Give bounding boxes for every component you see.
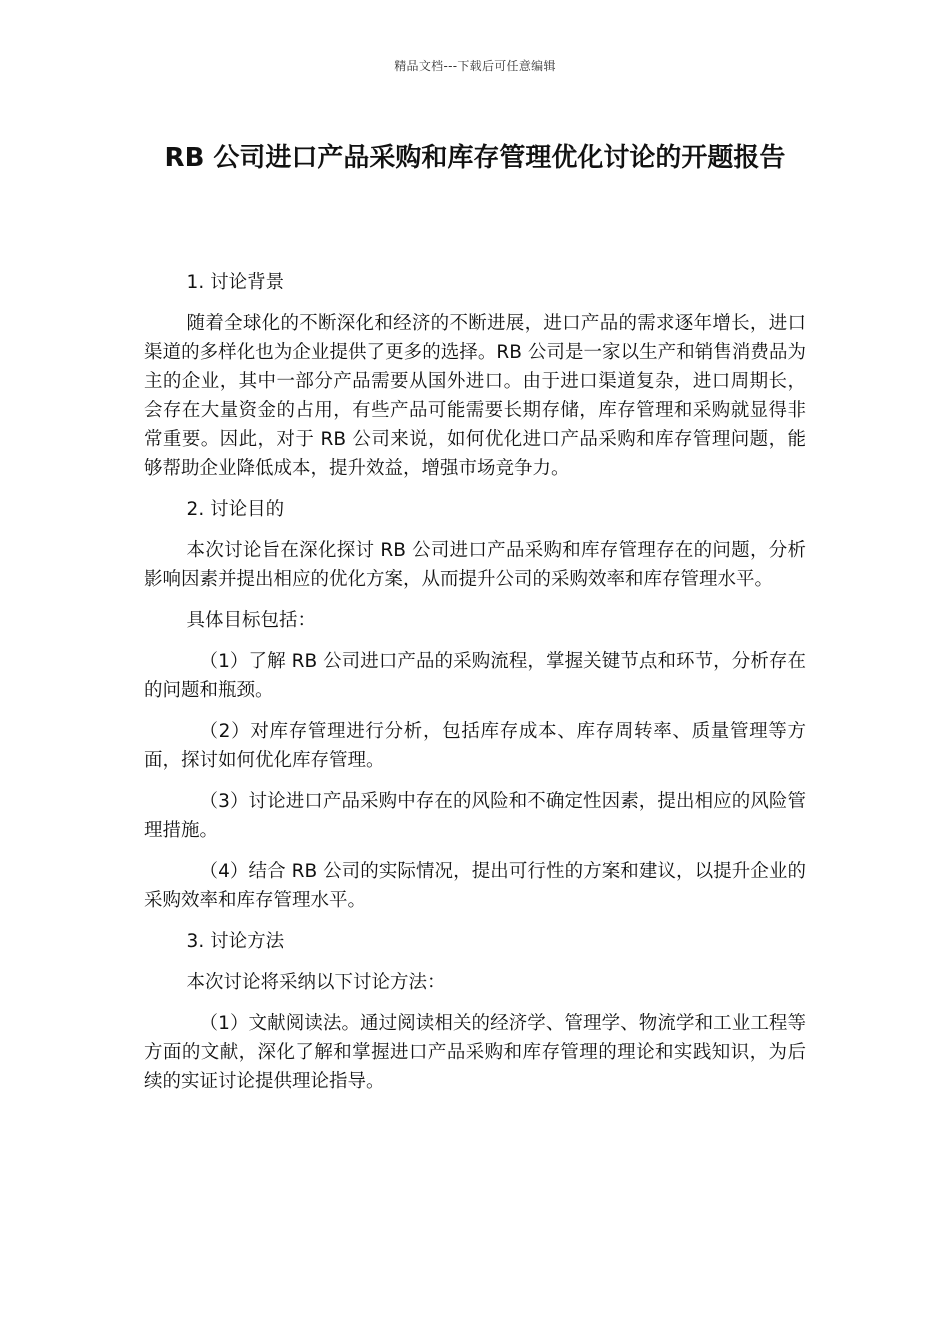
goal-item: （2）对库存管理进行分析，包括库存成本、库存周转率、质量管理等方面，探讨如何优化库存管理。 — [144, 721, 806, 771]
purpose-paragraph: 本次讨论旨在深化探讨 RB 公司进口产品采购和库存管理存在的问题，分析影响因素并提出相应的优化方案，从而提升公司的采购效率和库存管理水平。 — [144, 540, 806, 590]
goal-item: （1）了解 RB 公司进口产品的采购流程，掌握关键节点和环节，分析存在的问题和瓶颈。 — [144, 651, 806, 701]
goal-item: （4）结合 RB 公司的实际情况，提出可行性的方案和建议，以提升企业的采购效率和库存管理水平。 — [144, 861, 806, 911]
document-title: RB 公司进口产品采购和库存管理优化讨论的开题报告 — [164, 143, 786, 173]
section-heading-background: 1. 讨论背景 — [186, 272, 285, 293]
section-heading-purpose: 2. 讨论目的 — [186, 499, 285, 520]
goals-intro: 具体目标包括： — [186, 610, 317, 631]
goal-item: （3）讨论进口产品采购中存在的风险和不确定性因素，提出相应的风险管理措施。 — [144, 791, 806, 841]
method-item: （1）文献阅读法。通过阅读相关的经济学、管理学、物流学和工业工程等方面的文献，深化了解和掌握进口产品采购和库存管理的理论和实践知识，为后续的实证讨论提供理论指导。 — [144, 1013, 806, 1092]
header-note: 精品文档---下载后可任意编辑 — [394, 59, 556, 73]
background-paragraph: 随着全球化的不断深化和经济的不断进展，进口产品的需求逐年增长，进口渠道的多样化也为企业提供了更多的选择。RB 公司是一家以生产和销售消费品为主的企业，其中一部分产品需要从国外进口。由于进口渠道复杂，进口周期长，会存在大量资金的占用，有些产品可能需要长期存储，库存管理和采购就显得非常重要。因此，对于 RB 公司来说，如何优化进口产品采购和库存管理问题，能够帮助企业降低成本，提升效益，增强市场竞争力。 — [144, 313, 806, 479]
section-heading-methods: 3. 讨论方法 — [186, 931, 285, 952]
methods-intro: 本次讨论将采纳以下讨论方法： — [186, 972, 446, 993]
document-body — [144, 268, 806, 1108]
